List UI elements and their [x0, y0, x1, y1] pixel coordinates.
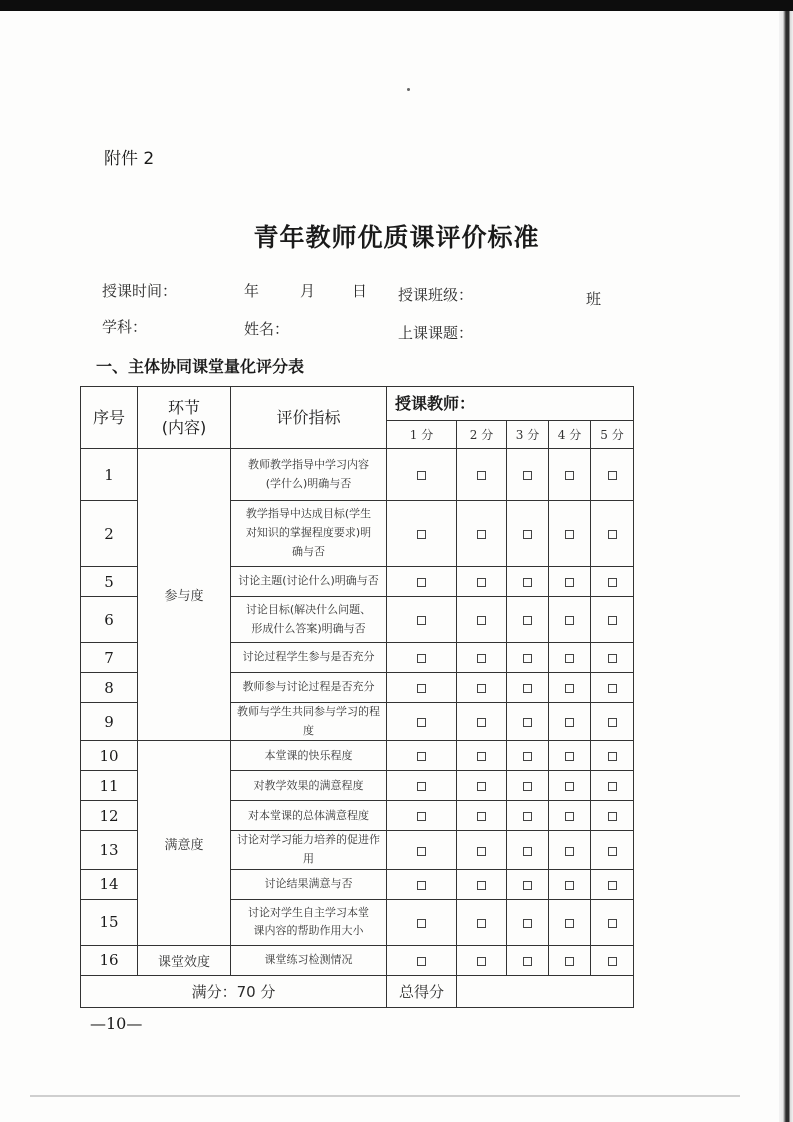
score-checkbox[interactable]	[565, 919, 574, 928]
score-cell	[457, 643, 507, 673]
score-cell	[549, 673, 591, 703]
score-checkbox[interactable]	[608, 616, 617, 625]
score-cell	[549, 501, 591, 567]
table-row	[81, 741, 634, 771]
row-number: 2	[81, 501, 138, 567]
row-number: 5	[81, 567, 138, 597]
indicator-cell: 讨论过程学生参与是否充分	[231, 643, 387, 673]
score-cell	[549, 945, 591, 975]
indicator-cell: 教师教学指导中学习内容 (学什么)明确与否	[231, 449, 387, 501]
indicator-cell: 讨论结果满意与否	[231, 869, 387, 899]
score-checkbox[interactable]	[608, 530, 617, 539]
score-checkbox[interactable]	[523, 919, 532, 928]
score-cell	[549, 899, 591, 945]
score-cell	[591, 673, 634, 703]
score-cell	[507, 741, 549, 771]
indicator-cell: 教师与学生共同参与学习的程度	[231, 703, 387, 741]
header-teacher: 授课教师：	[387, 387, 634, 421]
scan-right-edge	[779, 11, 793, 1122]
day-label: 日	[352, 282, 368, 300]
header-indicator: 评价指标	[231, 387, 387, 449]
score-cell	[387, 673, 457, 703]
score-checkbox[interactable]	[477, 616, 486, 625]
score-cell	[457, 449, 507, 501]
time-label: 授课时间：	[102, 282, 178, 300]
score-cell	[387, 831, 457, 869]
score-cell	[457, 741, 507, 771]
score-cell	[549, 703, 591, 741]
row-number: 1	[81, 449, 138, 501]
score-checkbox[interactable]	[417, 616, 426, 625]
score-cell	[387, 449, 457, 501]
score-checkbox[interactable]	[417, 782, 426, 791]
score-checkbox[interactable]	[477, 919, 486, 928]
score-checkbox[interactable]	[565, 812, 574, 821]
indicator-cell: 对本堂课的总体满意程度	[231, 801, 387, 831]
score-cell	[457, 673, 507, 703]
score-checkbox[interactable]	[417, 654, 426, 663]
score-cell	[591, 771, 634, 801]
score-cell	[549, 449, 591, 501]
indicator-cell: 对教学效果的满意程度	[231, 771, 387, 801]
score-cell	[591, 597, 634, 643]
score-cell	[457, 899, 507, 945]
score-checkbox[interactable]	[565, 718, 574, 727]
score-checkbox[interactable]	[477, 957, 486, 966]
score-cell	[549, 801, 591, 831]
indicator-cell: 讨论目标(解决什么问题、 形成什么答案)明确与否	[231, 597, 387, 643]
score-checkbox[interactable]	[477, 812, 486, 821]
score-checkbox[interactable]	[477, 752, 486, 761]
score-cell	[591, 869, 634, 899]
score-cell	[507, 673, 549, 703]
score-cell	[591, 501, 634, 567]
score-checkbox[interactable]	[608, 684, 617, 693]
row-number: 9	[81, 703, 138, 741]
score-cell	[457, 869, 507, 899]
indicator-cell: 本堂课的快乐程度	[231, 741, 387, 771]
score-cell	[387, 771, 457, 801]
score-checkbox[interactable]	[565, 782, 574, 791]
table-row	[81, 945, 634, 975]
header-score-5: 5 分	[591, 421, 634, 449]
score-checkbox[interactable]	[523, 578, 532, 587]
score-cell	[387, 703, 457, 741]
header-score-3: 3 分	[507, 421, 549, 449]
score-cell	[549, 597, 591, 643]
score-cell	[591, 567, 634, 597]
score-checkbox[interactable]	[417, 812, 426, 821]
score-checkbox[interactable]	[565, 530, 574, 539]
score-checkbox[interactable]	[417, 847, 426, 856]
score-cell	[387, 567, 457, 597]
score-cell	[591, 703, 634, 741]
score-checkbox[interactable]	[565, 578, 574, 587]
indicator-cell: 讨论主题(讨论什么)明确与否	[231, 567, 387, 597]
score-checkbox[interactable]	[565, 957, 574, 966]
score-cell	[457, 831, 507, 869]
score-cell	[591, 945, 634, 975]
score-cell	[507, 945, 549, 975]
score-checkbox[interactable]	[523, 616, 532, 625]
row-number: 13	[81, 831, 138, 869]
score-cell	[387, 801, 457, 831]
scan-bottom-line	[30, 1095, 740, 1097]
scan-speck	[407, 88, 410, 91]
score-checkbox[interactable]	[608, 718, 617, 727]
score-cell	[507, 703, 549, 741]
score-checkbox[interactable]	[565, 616, 574, 625]
score-cell	[387, 899, 457, 945]
header-seq: 序号	[81, 387, 138, 449]
score-cell	[387, 597, 457, 643]
score-cell	[549, 771, 591, 801]
score-checkbox[interactable]	[417, 718, 426, 727]
score-cell	[549, 741, 591, 771]
score-checkbox[interactable]	[523, 684, 532, 693]
class-label: 授课班级：	[398, 286, 474, 304]
score-checkbox[interactable]	[477, 471, 486, 480]
score-cell	[591, 449, 634, 501]
header-score-2: 2 分	[457, 421, 507, 449]
score-cell	[549, 567, 591, 597]
score-cell	[591, 801, 634, 831]
row-number: 14	[81, 869, 138, 899]
score-checkbox[interactable]	[523, 782, 532, 791]
score-checkbox[interactable]	[417, 881, 426, 890]
score-cell	[507, 771, 549, 801]
score-checkbox[interactable]	[608, 782, 617, 791]
score-cell	[387, 869, 457, 899]
row-number: 12	[81, 801, 138, 831]
score-checkbox[interactable]	[477, 782, 486, 791]
attachment-label: 附件 2	[104, 149, 155, 169]
score-cell	[507, 869, 549, 899]
score-cell	[591, 643, 634, 673]
score-checkbox[interactable]	[523, 957, 532, 966]
indicator-cell: 课堂练习检测情况	[231, 945, 387, 975]
subject-label: 学科：	[102, 318, 148, 336]
full-score-label: 满分：70 分	[81, 975, 387, 1007]
row-number: 8	[81, 673, 138, 703]
score-checkbox[interactable]	[417, 578, 426, 587]
score-checkbox[interactable]	[417, 957, 426, 966]
score-cell	[507, 801, 549, 831]
score-cell	[591, 899, 634, 945]
score-cell	[457, 703, 507, 741]
name-label: 姓名：	[244, 320, 290, 338]
score-checkbox[interactable]	[608, 578, 617, 587]
score-cell	[507, 501, 549, 567]
header-score-1: 1 分	[387, 421, 457, 449]
score-cell	[549, 831, 591, 869]
score-checkbox[interactable]	[608, 847, 617, 856]
score-checkbox[interactable]	[523, 718, 532, 727]
score-checkbox[interactable]	[417, 919, 426, 928]
score-cell	[387, 501, 457, 567]
score-table	[80, 386, 634, 1008]
score-checkbox[interactable]	[477, 718, 486, 727]
indicator-cell: 教学指导中达成目标(学生 对知识的掌握程度要求)明 确与否	[231, 501, 387, 567]
score-checkbox[interactable]	[477, 578, 486, 587]
score-checkbox[interactable]	[417, 471, 426, 480]
score-checkbox[interactable]	[565, 684, 574, 693]
scan-top-edge	[0, 0, 793, 11]
score-cell	[591, 741, 634, 771]
score-checkbox[interactable]	[608, 881, 617, 890]
score-cell	[387, 945, 457, 975]
score-checkbox[interactable]	[523, 847, 532, 856]
score-cell	[507, 831, 549, 869]
score-checkbox[interactable]	[608, 471, 617, 480]
score-checkbox[interactable]	[523, 471, 532, 480]
section-cell: 参与度	[138, 449, 231, 741]
score-checkbox[interactable]	[523, 530, 532, 539]
score-checkbox[interactable]	[608, 654, 617, 663]
score-cell	[507, 449, 549, 501]
score-checkbox[interactable]	[477, 530, 486, 539]
score-cell	[457, 597, 507, 643]
score-cell	[457, 801, 507, 831]
score-checkbox[interactable]	[523, 881, 532, 890]
score-cell	[507, 643, 549, 673]
score-cell	[457, 945, 507, 975]
page-title: 青年教师优质课评价标准	[253, 223, 540, 252]
year-label: 年	[244, 282, 260, 300]
score-checkbox[interactable]	[417, 684, 426, 693]
score-checkbox[interactable]	[608, 752, 617, 761]
score-checkbox[interactable]	[565, 654, 574, 663]
row-number: 15	[81, 899, 138, 945]
row-number: 11	[81, 771, 138, 801]
score-checkbox[interactable]	[565, 847, 574, 856]
row-number: 10	[81, 741, 138, 771]
score-checkbox[interactable]	[477, 847, 486, 856]
page-number: —10—	[90, 1014, 143, 1033]
score-cell	[457, 771, 507, 801]
score-cell	[507, 597, 549, 643]
score-cell	[387, 741, 457, 771]
indicator-cell: 讨论对学生自主学习本堂 课内容的帮助作用大小	[231, 899, 387, 945]
row-number: 7	[81, 643, 138, 673]
score-checkbox[interactable]	[608, 957, 617, 966]
score-checkbox[interactable]	[608, 919, 617, 928]
score-cell	[591, 831, 634, 869]
score-checkbox[interactable]	[477, 654, 486, 663]
score-cell	[387, 643, 457, 673]
score-cell	[457, 501, 507, 567]
score-checkbox[interactable]	[477, 881, 486, 890]
score-checkbox[interactable]	[523, 752, 532, 761]
score-cell	[549, 643, 591, 673]
score-checkbox[interactable]	[565, 471, 574, 480]
score-checkbox[interactable]	[523, 654, 532, 663]
score-cell	[507, 899, 549, 945]
indicator-cell: 讨论对学习能力培养的促进作用	[231, 831, 387, 869]
row-number: 16	[81, 945, 138, 975]
score-cell	[549, 869, 591, 899]
total-score-label: 总得分	[387, 975, 457, 1007]
section-title: 一、主体协同课堂量化评分表	[96, 357, 305, 376]
score-checkbox[interactable]	[417, 530, 426, 539]
score-checkbox[interactable]	[608, 812, 617, 821]
score-checkbox[interactable]	[565, 752, 574, 761]
section-cell: 课堂效度	[138, 945, 231, 975]
score-checkbox[interactable]	[417, 752, 426, 761]
class-suffix: 班	[586, 290, 602, 308]
row-number: 6	[81, 597, 138, 643]
month-label: 月	[300, 282, 316, 300]
score-cell	[457, 567, 507, 597]
indicator-cell: 教师参与讨论过程是否充分	[231, 673, 387, 703]
score-cell	[507, 567, 549, 597]
section-cell: 满意度	[138, 741, 231, 945]
total-score-field[interactable]	[457, 975, 634, 1007]
footer-row	[81, 975, 634, 1007]
score-checkbox[interactable]	[523, 812, 532, 821]
topic-label: 上课课题：	[398, 324, 474, 342]
table-row	[81, 449, 634, 501]
score-checkbox[interactable]	[565, 881, 574, 890]
header-score-4: 4 分	[549, 421, 591, 449]
header-stage: 环节 (内容)	[138, 387, 231, 449]
score-checkbox[interactable]	[477, 684, 486, 693]
